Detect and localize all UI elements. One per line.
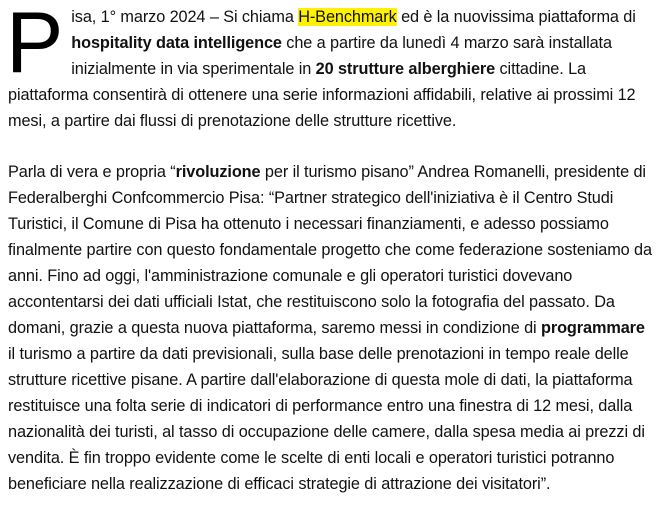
text-run: isa, 1° marzo 2024 – Si chiama xyxy=(71,8,299,26)
highlighted-term: H-Benchmark xyxy=(298,8,397,26)
text-run: per il turismo pisano” Andrea Romanelli, presidente di Federalberghi Confcommercio Pisa: “Partner strategico dell'iniziativa è il Centro Studi Turistici, il Comune di Pisa ha ottenuto i necessari finanziamenti, e adesso possiamo finalmente partire con questo fondamentale progetto che come federazione sosteniamo da anni. Fino ad oggi, l'amministrazione comunale e gli operatori turistici dovevano accontentarsi dei dati ufficiali Istat, che restituiscono solo la fotografia del passato. Da domani, grazie a questa nuova piattaforma, saremo messi in condizione di xyxy=(8,163,652,337)
drop-cap: P xyxy=(6,0,64,91)
text-run: che a partire da lunedì 4 marzo sarà installata inizialmente in via sperimentale in xyxy=(71,34,612,78)
bold-term: rivoluzione xyxy=(175,163,261,181)
text-run: cittadine. La piattaforma consentirà di ottenere una serie informazioni affidabili, relative ai prossimi 12 mesi, a partire dai flussi di prenotazione delle strutture ricettive. xyxy=(8,60,636,130)
text-run: ed è la nuovissima piattaforma di xyxy=(396,8,636,26)
text-run: Parla di vera e propria “ xyxy=(8,163,176,181)
bold-term: programmare xyxy=(541,319,645,337)
quote-paragraph xyxy=(8,159,656,497)
intro-paragraph xyxy=(8,0,656,134)
bold-term: hospitality data intelligence xyxy=(71,34,282,52)
bold-term: 20 strutture alberghiere xyxy=(315,60,496,78)
text-run: il turismo a partire da dati previsionali, sulla base delle prenotazioni in tempo reale delle strutture ricettive pisane. A partire dall'elaborazione di questa mole di dati, la piattaforma restituisce una folta serie di indicatori di performance entro una finestra di 12 mesi, dalla nazionalità dei turisti, al tasso di occupazione delle camere, dalla spesa media ai prezzi di vendita. È fin troppo evidente come le scelte di enti locali e operatori turistici potranno beneficiare nella realizzazione di efficaci strategie di attrazione dei visitatori”. xyxy=(8,345,645,493)
